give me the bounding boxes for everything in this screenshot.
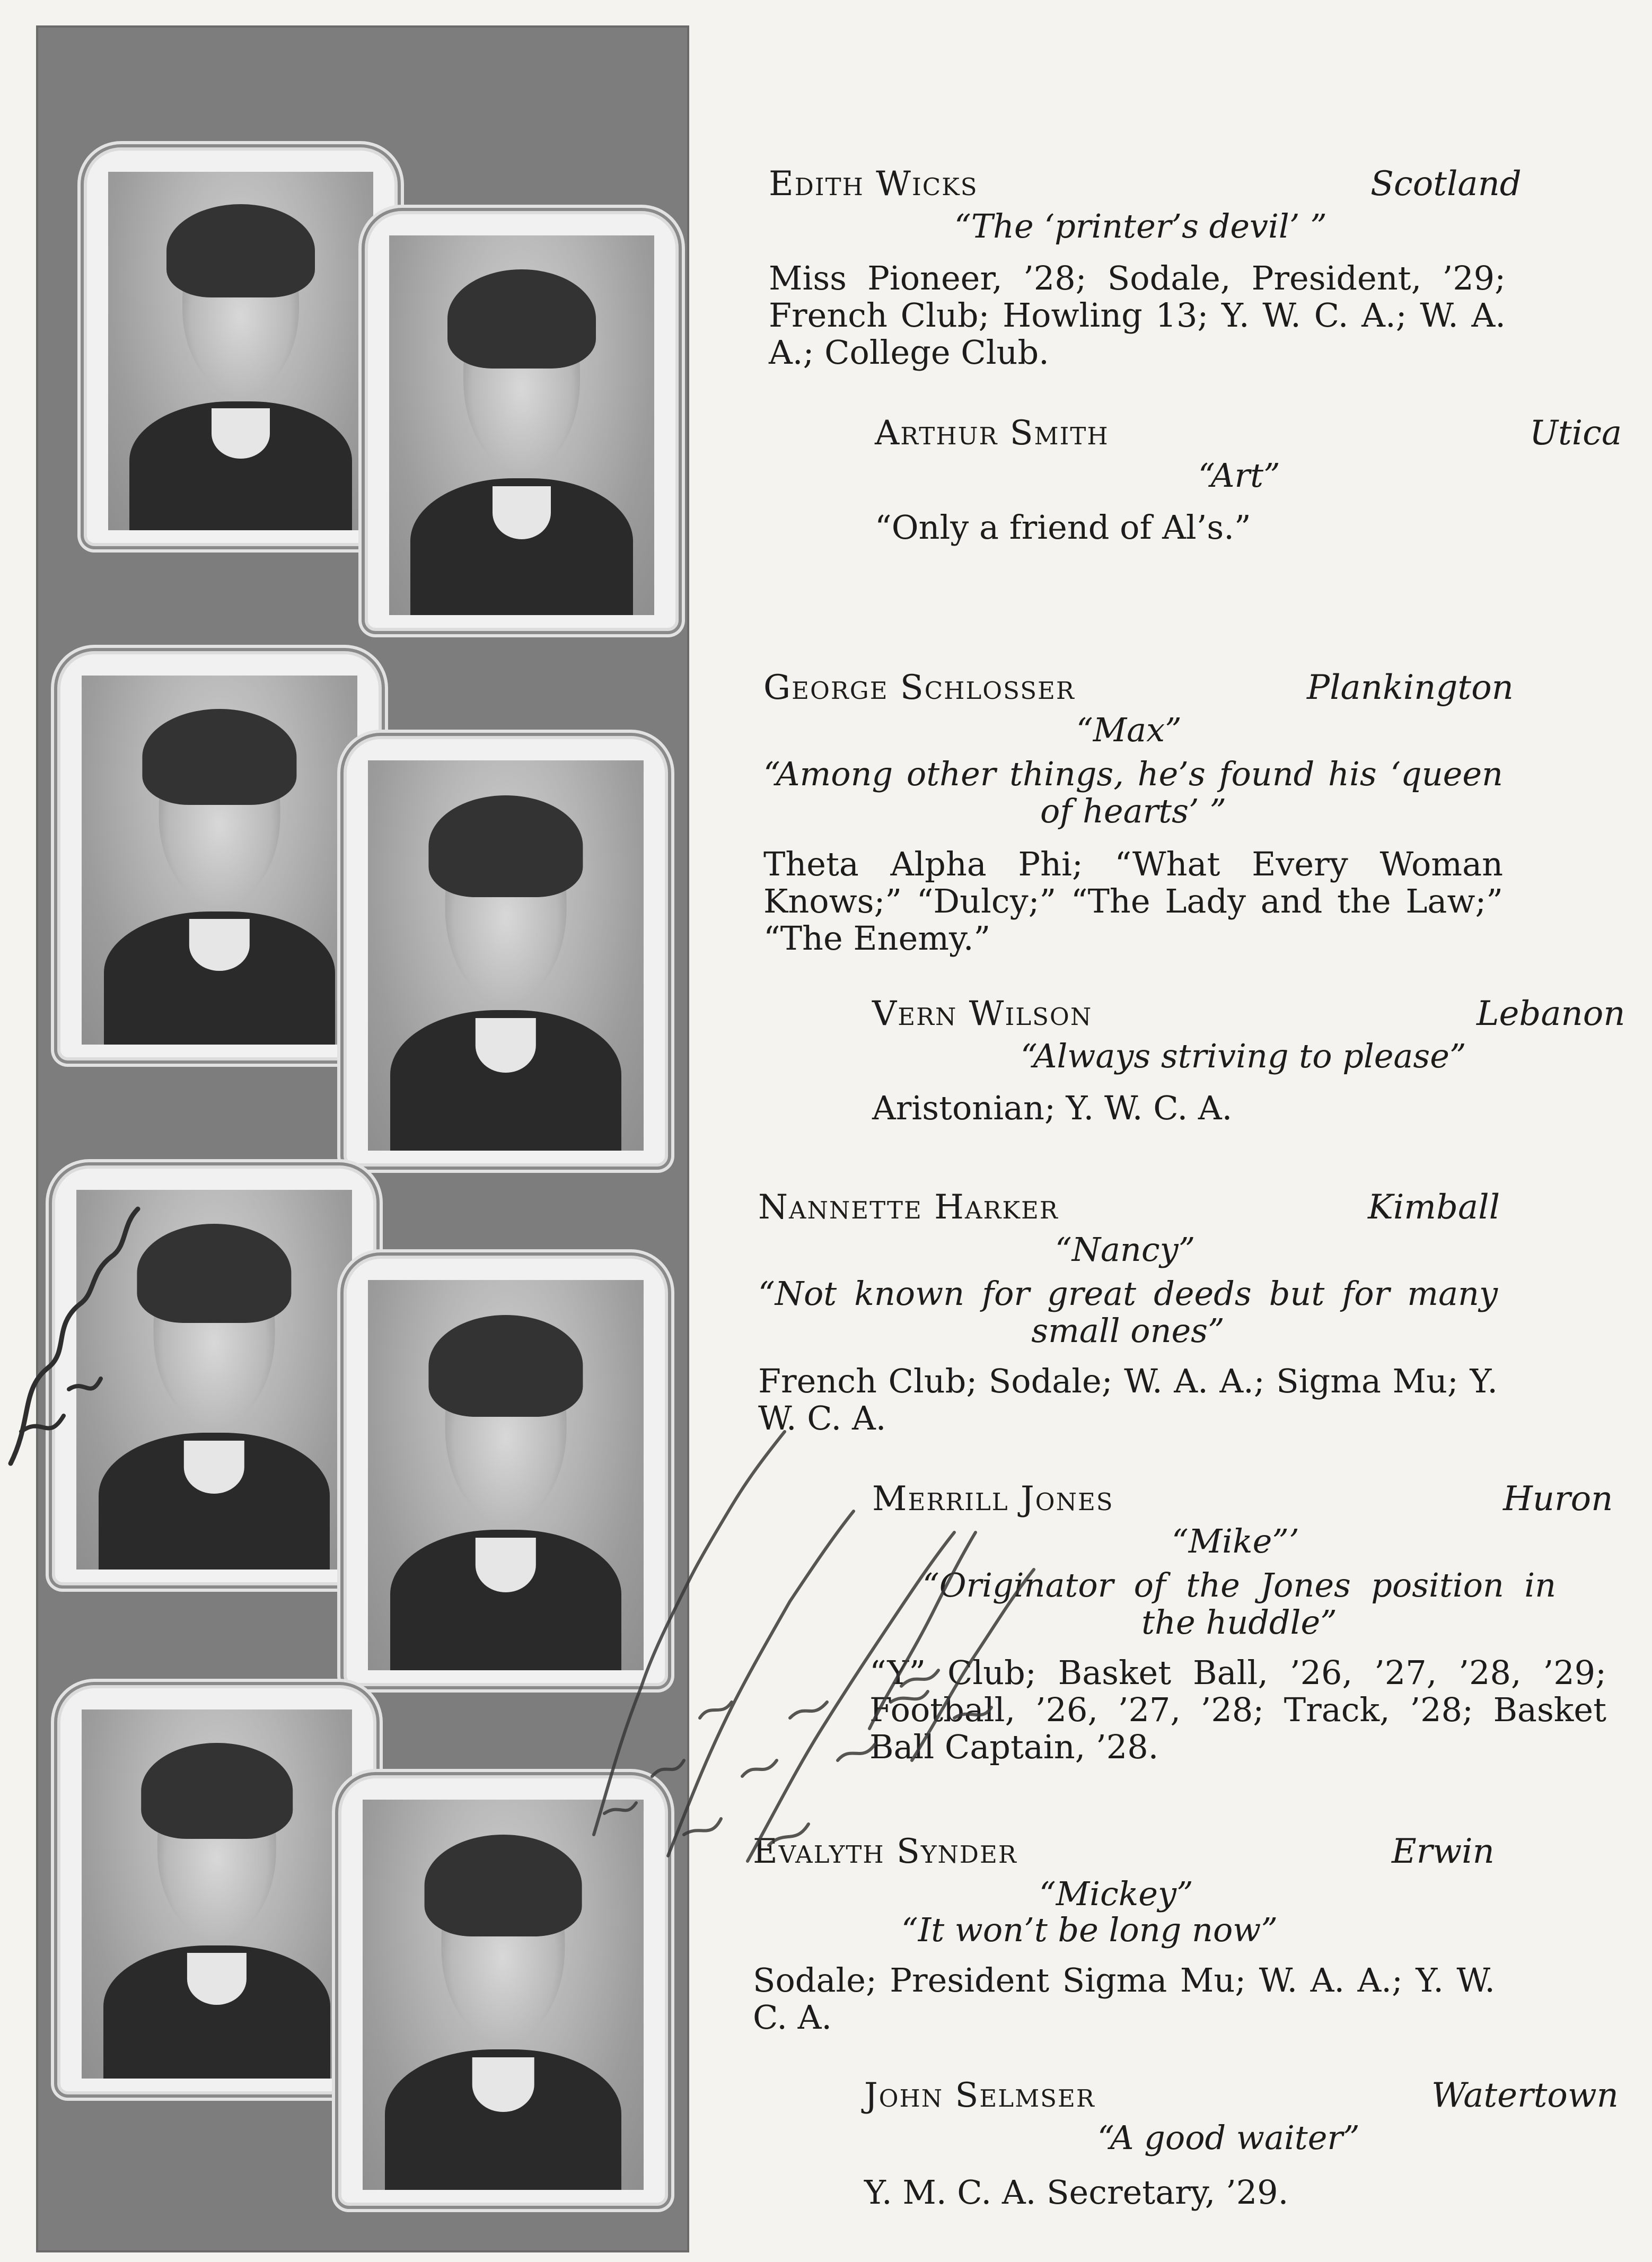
entry-quote: “It won’t be long now” (901, 1910, 1278, 1949)
portrait-merrill-jones (344, 1256, 668, 1686)
portrait-john-selmser (338, 1775, 668, 2206)
entry-activities: “Y” Club; Basket Ball, ’26, ’27, ’28, ’29; Football, ’26, ’27, ’28; Track, ’28; Basket Ball Captain, ’28. (869, 1653, 1606, 1766)
entry-town: Kimball (1368, 1188, 1500, 1227)
entry-town: Watertown (1431, 2076, 1619, 2115)
portrait-evalyth-synder (57, 1685, 376, 2094)
entry-activities: French Club; Sodale; W. A. A.; Sigma Mu; Y. W. C. A. (758, 1362, 1498, 1437)
portrait-vern-wilson (344, 736, 668, 1167)
portrait-edith-wicks (84, 147, 398, 546)
entry-nickname: “Always striving to please” (1021, 1037, 1466, 1075)
entry-town: Lebanon (1477, 994, 1625, 1033)
entry-activities: Sodale; President Sigma Mu; W. A. A.; Y. W. C. A. (753, 1961, 1495, 2037)
entry-quote: “Not known for great deeds but for many small ones” (758, 1274, 1498, 1350)
entry-town: Scotland (1370, 164, 1522, 204)
entry-name: George Schlosser (763, 668, 1075, 707)
entry-nickname: “The ‘printer’s devil’ ” (954, 207, 1327, 246)
entry-town: Huron (1503, 1479, 1613, 1519)
entry-activities: Y. M. C. A. Secretary, ’29. (864, 2173, 1289, 2212)
entry-activities: Theta Alpha Phi; “What Every Woman Knows;” “Dulcy;” “The Lady and the Law;” “The Enemy.” (763, 845, 1503, 958)
margin-handwriting (0, 1167, 159, 1485)
portrait-arthur-smith (365, 211, 679, 631)
entry-nickname: “A good waiter” (1097, 2118, 1360, 2157)
entry-nickname: “Max” (1076, 711, 1182, 749)
entry-town: Utica (1530, 414, 1622, 453)
portrait-george-schlosser (57, 651, 382, 1060)
entry-name: Vern Wilson (872, 994, 1093, 1033)
entry-town: Plankington (1307, 668, 1514, 707)
entry-name: Nannette Harker (758, 1188, 1059, 1227)
entry-activities: Miss Pioneer, ’28; Sodale, President, ’29; French Club; Howling 13; Y. W. C. A.; W. A. A.; College Club. (769, 259, 1506, 372)
entry-quote: “Among other things, he’s found his ‘queen of hearts’ ” (763, 755, 1503, 830)
entry-quote: “Originator of the Jones position in the huddle” (922, 1566, 1556, 1642)
entry-activities: “Only a friend of Al’s.” (875, 508, 1251, 547)
entry-name: Edith Wicks (769, 164, 978, 204)
entry-nickname: “Mickey” (1039, 1874, 1193, 1913)
entry-name: Merrill Jones (872, 1479, 1114, 1519)
entry-name: John Selmser (864, 2076, 1095, 2115)
photo-panel (36, 25, 689, 2252)
entry-activities: Aristonian; Y. W. C. A. (872, 1089, 1233, 1127)
entry-nickname: “Nancy” (1055, 1230, 1196, 1269)
entry-name: Arthur Smith (875, 414, 1109, 453)
entry-town: Erwin (1392, 1832, 1495, 1871)
entry-name: Evalyth Synder (753, 1832, 1017, 1871)
entry-nickname: “Art” (1198, 456, 1280, 495)
entry-nickname: “Mike”’ (1172, 1522, 1299, 1560)
